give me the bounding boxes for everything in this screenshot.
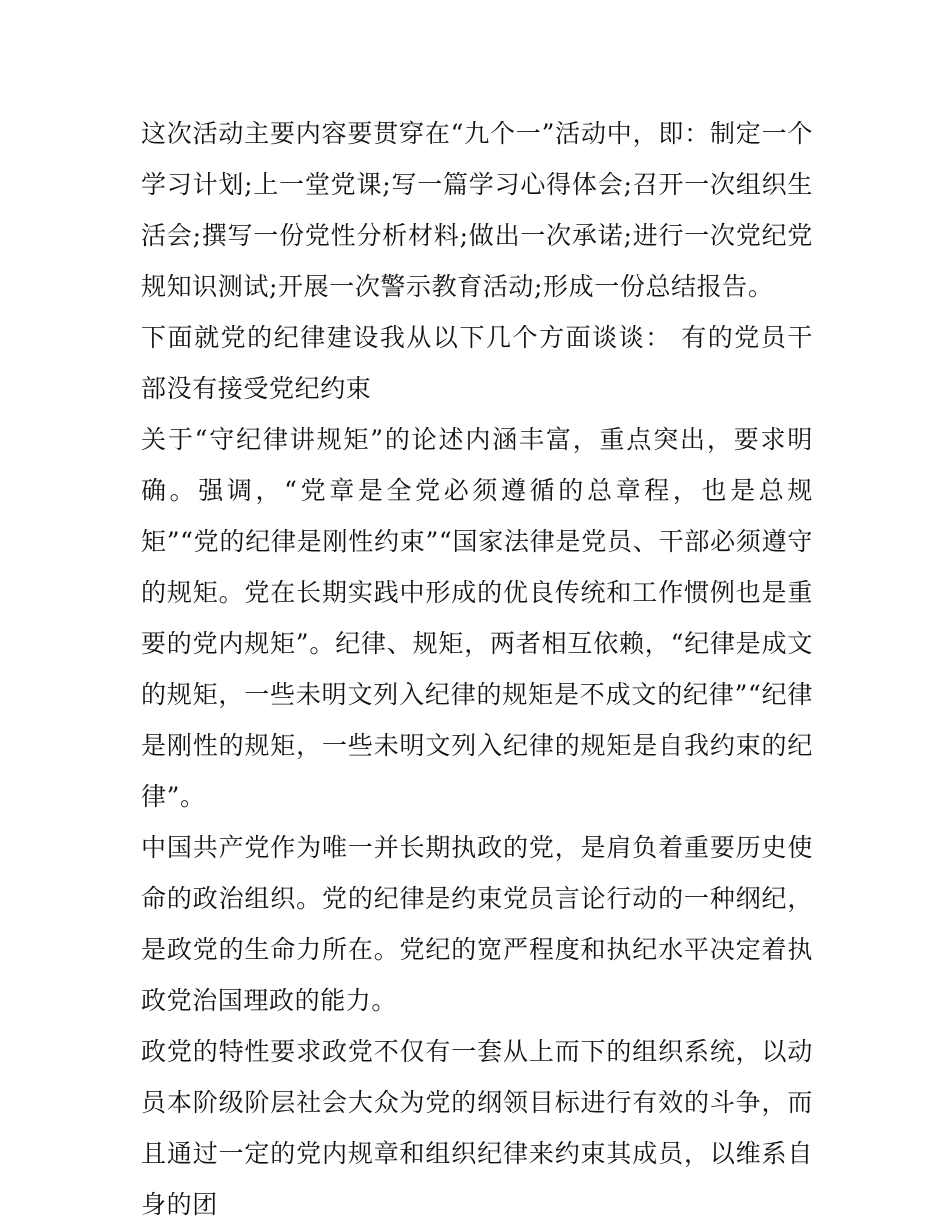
paragraph-party-discipline: 中国共产党作为唯一并长期执政的党，是肩负着重要历史使命的政治组织。党的纪律是约束党员言论行动的一种纲纪，是政党的生命力所在。党纪的宽严程度和执纪水平决定着执政党治国理政的能力。 bbox=[141, 833, 813, 1015]
paragraph-party-nature: 政党的特性要求政党不仅有一套从上而下的组织系统，以动员本阶级阶层社会大众为党的纲领目标进行有效的斗争，而且通过一定的党内规章和组织纪律来约束其成员，以维系自身的团 bbox=[141, 1037, 813, 1219]
paragraph-discipline-intro: 下面就党的纪律建设我从以下几个方面谈谈： 有的党员干部没有接受党纪约束 bbox=[141, 323, 813, 403]
paragraph-rules-discussion: 关于“守纪律讲规矩”的论述内涵丰富，重点突出，要求明确。强调，“党章是全党必须遵循的总章程，也是总规矩”“党的纪律是刚性约束”“国家法律是党员、干部必须遵守的规矩。党在长期实践中形成的优良传统和工作惯例也是重要的党内规矩”。纪律、规矩，两者相互依赖，“纪律是成文的规矩，一些未明文列入纪律的规矩是不成文的纪律”“纪律是刚性的规矩，一些未明文列入纪律的规矩是自我约束的纪律”。 bbox=[141, 425, 813, 811]
document-body bbox=[141, 108, 813, 1230]
paragraph-nine-ones: 这次活动主要内容要贯穿在“九个一”活动中，即：制定一个学习计划;上一堂党课;写一篇学习心得体会;召开一次组织生活会;撰写一份党性分析材料;做出一次承诺;进行一次党纪党规知识测试;开展一次警示教育活动;形成一份总结报告。 bbox=[141, 119, 813, 301]
